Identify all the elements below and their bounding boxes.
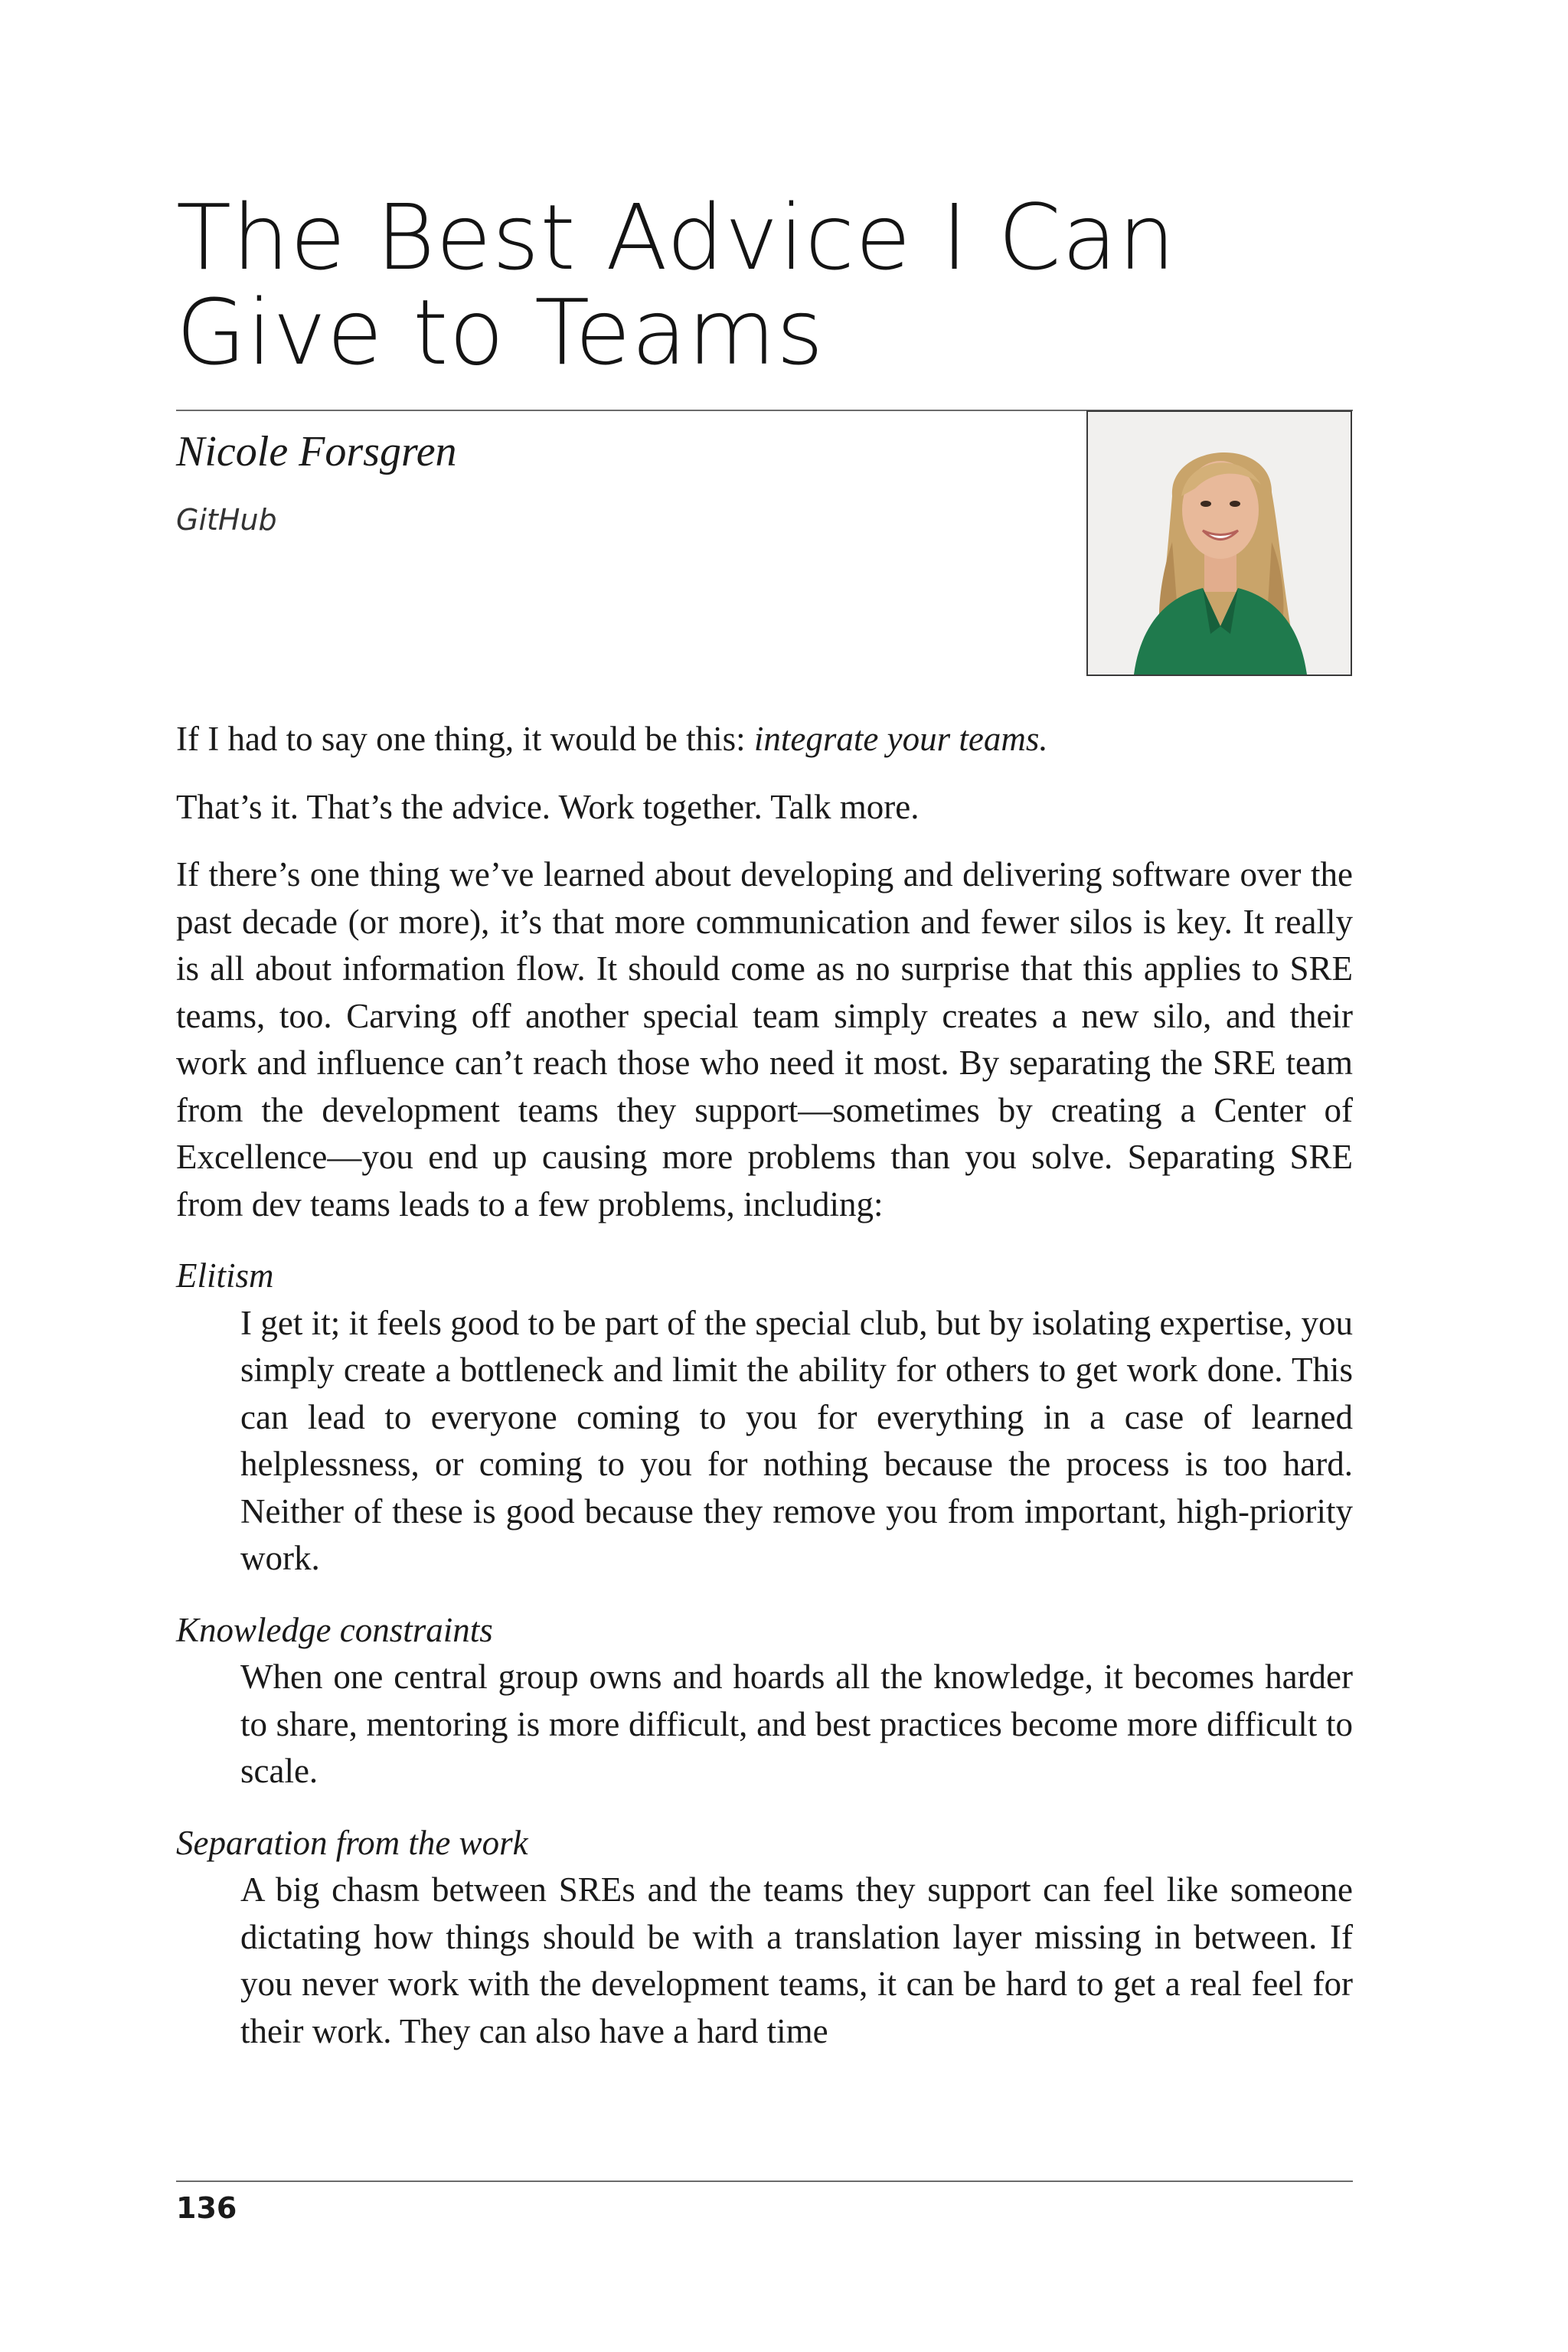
author-name: Nicole Forsgren	[176, 428, 457, 475]
author-portrait-photo	[1086, 410, 1352, 676]
definition-separation-from-work: A big chasm between SREs and the teams they support can feel like someone dictating how things should be with a translation layer missing in between. If you never work with the development teams, it can be hard to get a real feel for their work. They can also have a hard time	[240, 1870, 1353, 2050]
advice-paragraph: That’s it. That’s the advice. Work together. Talk more.	[176, 787, 920, 826]
portrait-illustration	[1088, 412, 1351, 675]
term-knowledge-constraints: Knowledge constraints	[176, 1610, 493, 1649]
footer-divider	[176, 2180, 1353, 2182]
chapter-title: The Best Advice I Can Give to Teams	[176, 185, 1177, 385]
definition-knowledge-constraints: When one central group owns and hoards all the knowledge, it becomes harder to share, mentoring is more difficult, and best practices become more difficult to scale.	[240, 1658, 1353, 1790]
intro-emphasis-text: integrate your teams.	[753, 720, 1048, 758]
page-number: 136	[176, 2191, 237, 2225]
term-elitism: Elitism	[176, 1256, 274, 1295]
intro-lead-text: If I had to say one thing, it would be this:	[176, 720, 754, 758]
article-body	[176, 716, 1353, 2055]
definition-elitism: I get it; it feels good to be part of the special club, but by isolating expertise, you simply create a bottleneck and limit the ability for others to get work done. This can lead to everyone coming to you for everything in a case of learned helplessness, or coming to you for nothing because the process is too hard. Neither of these is good because they remove you from important, high-priority work.	[240, 1303, 1353, 1577]
author-affiliation: GitHub	[176, 503, 277, 537]
term-separation-from-work: Separation from the work	[176, 1823, 528, 1862]
main-paragraph: If there’s one thing we’ve learned about developing and delivering software over the past decade (or more), it’s that more communication and fewer silos is key. It really is all about information flow. It should come as no surprise that this applies to SRE teams, too. Carving off another special team simply creates a new silo, and their work and influence can’t reach those who need it most. By separating the SRE team from the development teams they support—sometimes by creating a Center of Excellence—you end up causing more problems than you solve. Separating SRE from dev teams leads to a few problems, including:	[176, 855, 1353, 1223]
intro-paragraph	[176, 716, 1353, 763]
